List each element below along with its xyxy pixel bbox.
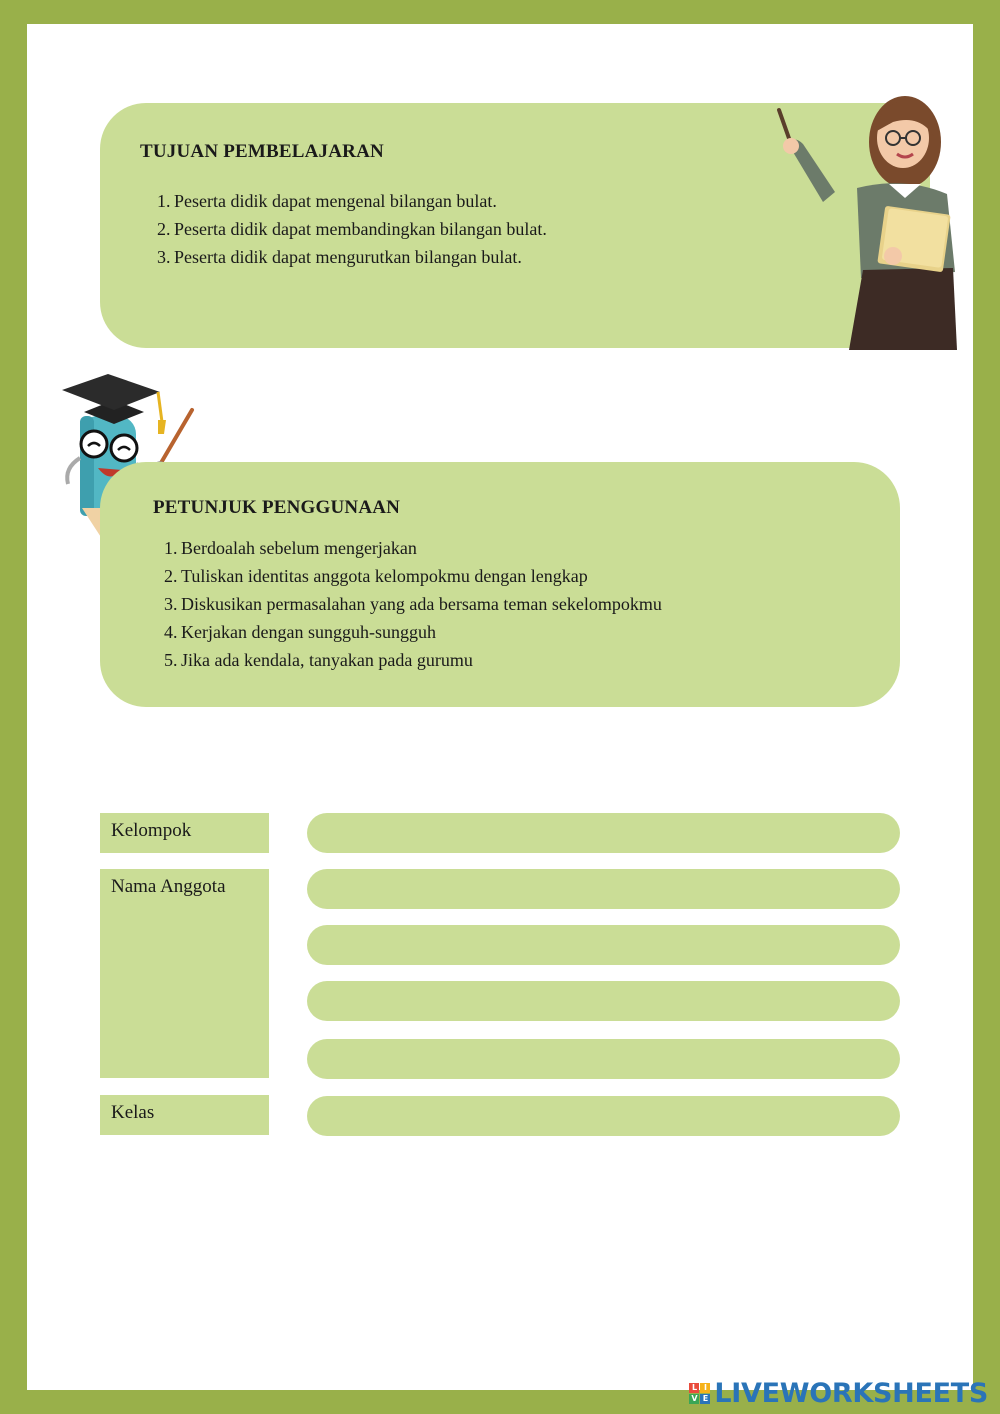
members-label-box [100, 869, 269, 1078]
list-item: 3. Peserta didik dapat mengurutkan bilangan bulat. [157, 247, 522, 267]
usage-guide-title: PETUNJUK PENGGUNAAN [153, 497, 401, 518]
class-label: Kelas [111, 1102, 155, 1123]
member-input-3[interactable] [307, 981, 900, 1021]
learning-goals-list [157, 187, 547, 271]
learning-goals-title: TUJUAN PEMBELAJARAN [140, 141, 384, 162]
group-label-box [100, 813, 269, 853]
logo-mark-icon: L I V E [689, 1383, 710, 1404]
member-input-2[interactable] [307, 925, 900, 965]
list-item: 1. Berdoalah sebelum mengerjakan [164, 538, 417, 558]
usage-guide-list [164, 534, 662, 674]
usage-guide-card [100, 462, 900, 707]
member-input-1[interactable] [307, 869, 900, 909]
logo-text: LIVEWORKSHEETS [714, 1377, 988, 1409]
class-input[interactable] [307, 1096, 900, 1136]
class-label-box [100, 1095, 269, 1135]
members-label: Nama Anggota [111, 876, 226, 897]
list-item: 1. Peserta didik dapat mengenal bilangan bulat. [157, 191, 497, 211]
liveworksheets-logo [689, 1378, 988, 1408]
list-item: 4. Kerjakan dengan sungguh-sungguh [164, 622, 436, 642]
list-item: 2. Tuliskan identitas anggota kelompokmu dengan lengkap [164, 566, 588, 586]
group-input[interactable] [307, 813, 900, 853]
group-label: Kelompok [111, 820, 192, 841]
list-item: 3. Diskusikan permasalahan yang ada bersama teman sekelompokmu [164, 594, 662, 614]
member-input-4[interactable] [307, 1039, 900, 1079]
list-item: 5. Jika ada kendala, tanyakan pada gurumu [164, 650, 473, 670]
teacher-illustration [765, 92, 965, 350]
list-item: 2. Peserta didik dapat membandingkan bilangan bulat. [157, 219, 547, 239]
